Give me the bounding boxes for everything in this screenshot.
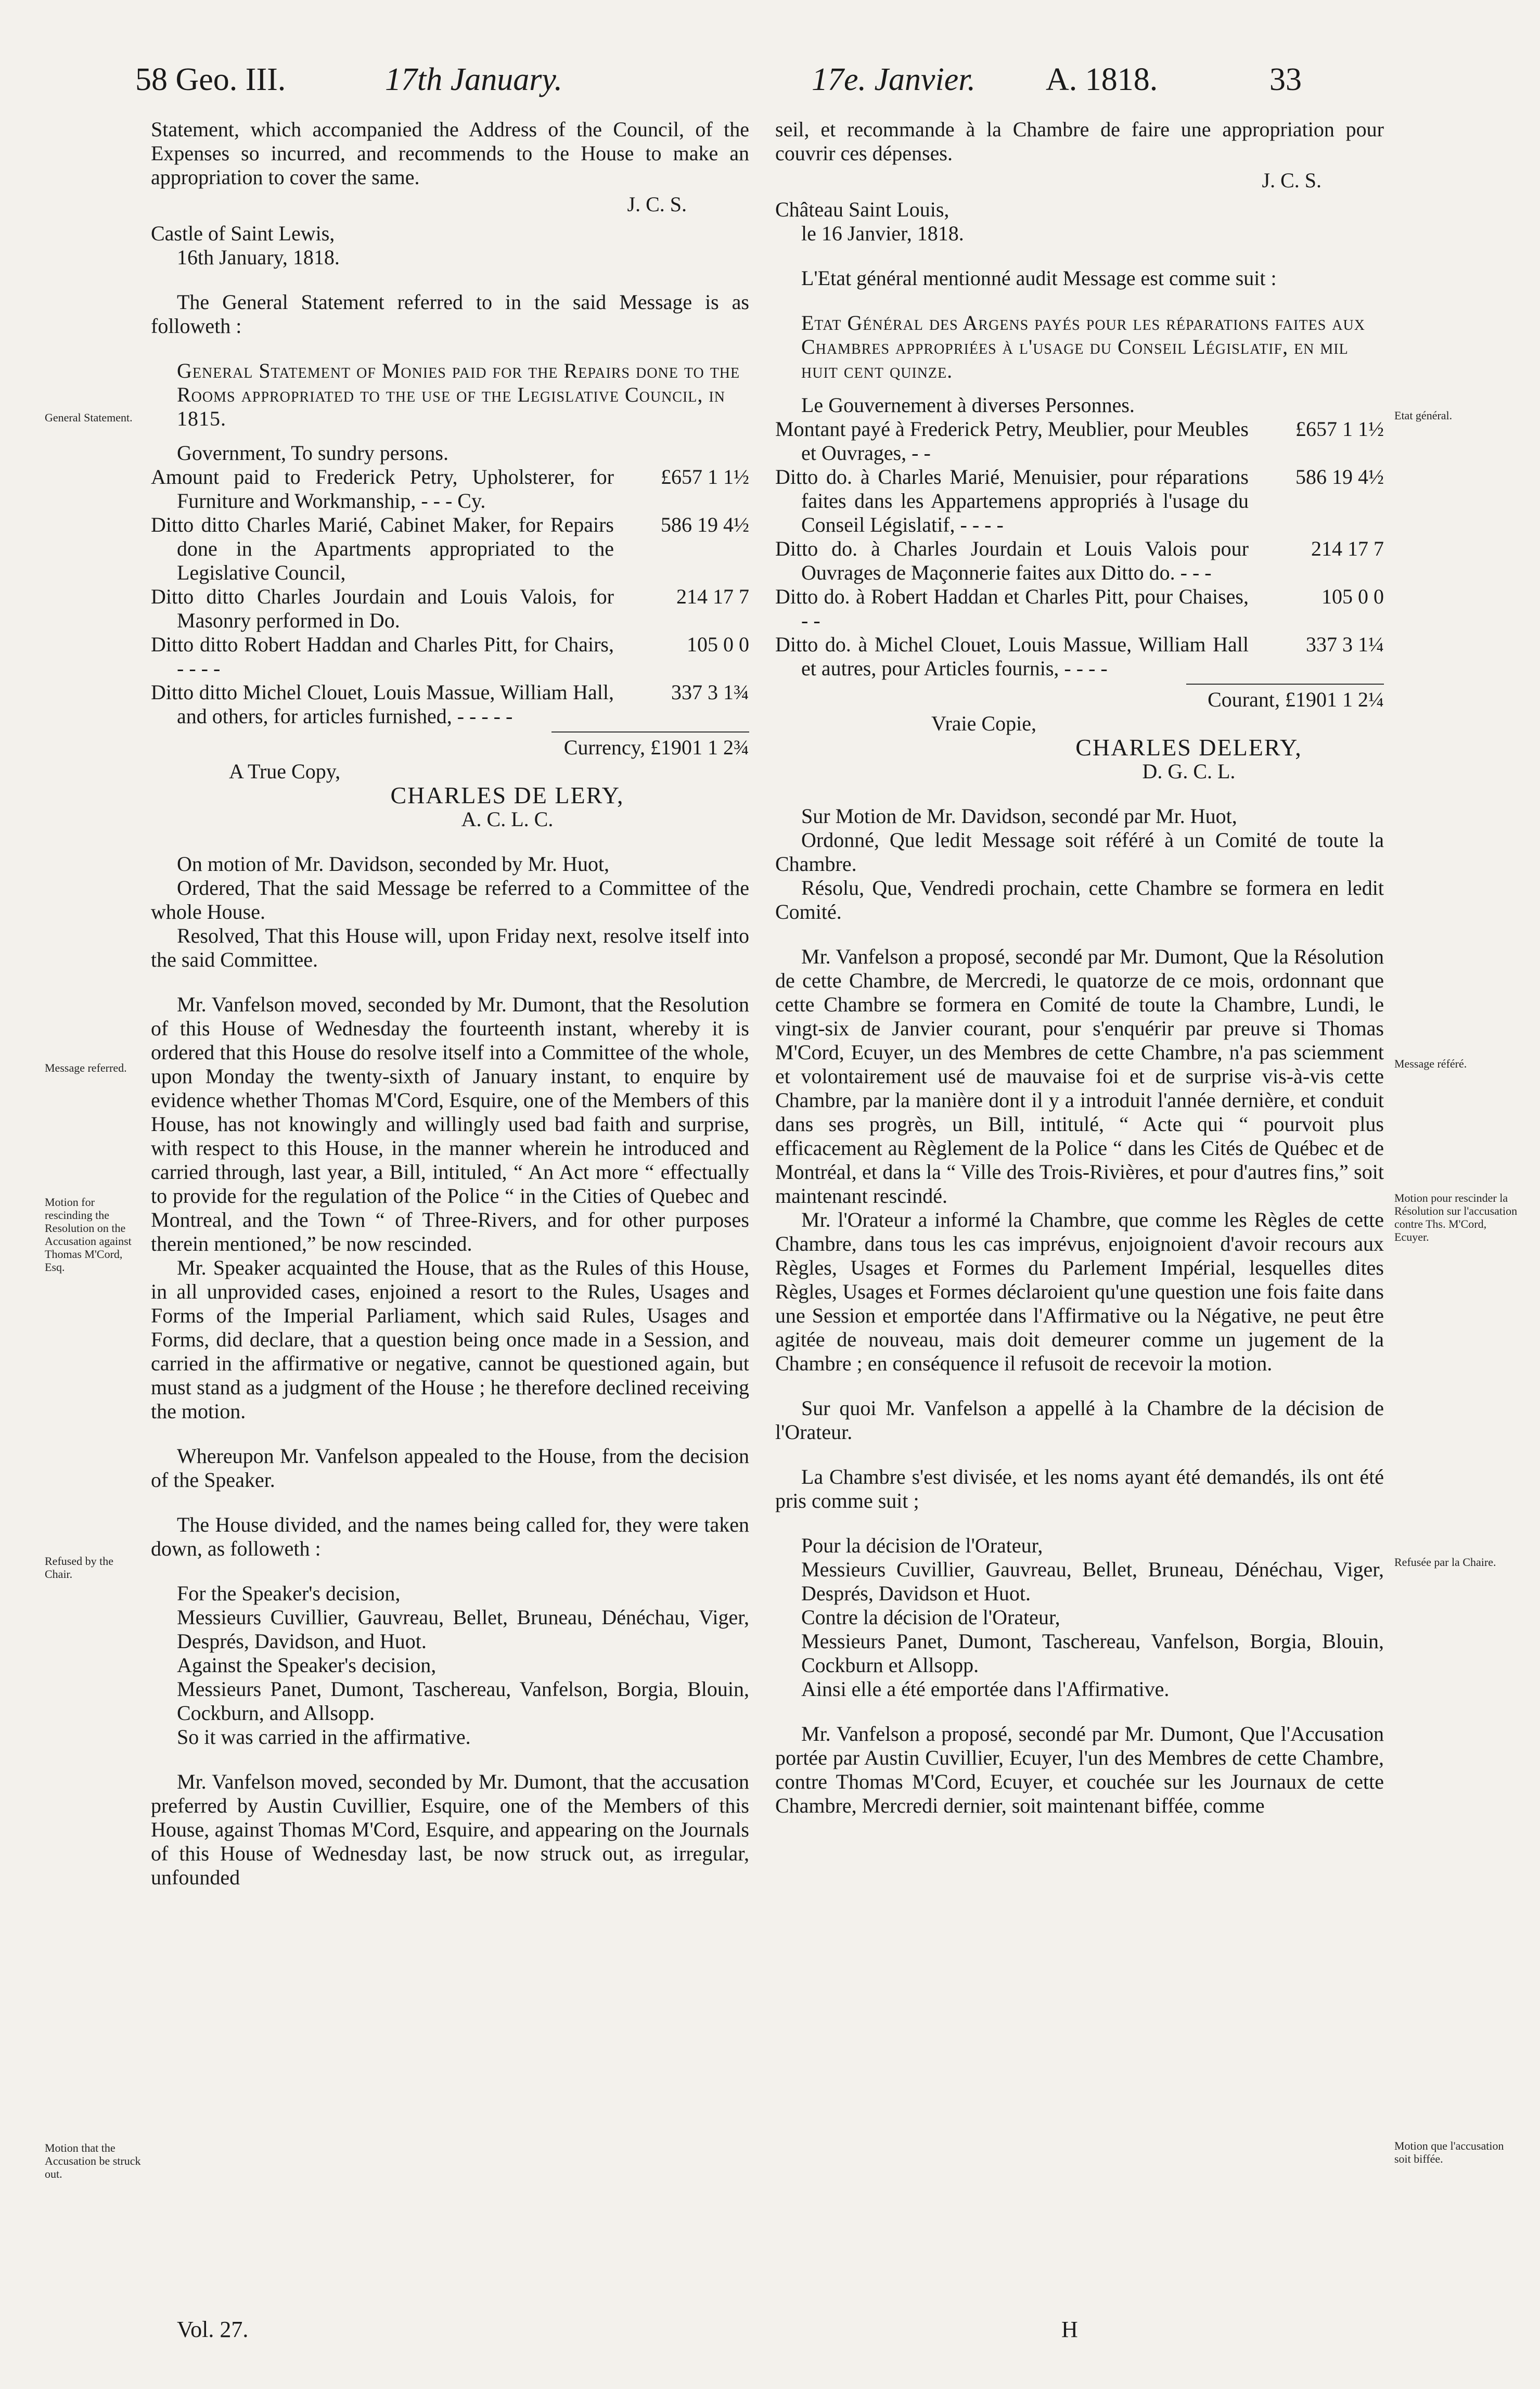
en-for-names: Messieurs Cuvillier, Gauvreau, Bellet, Bruneau, Dénéchau, Viger, Després, Davidson, and Huot. [177, 1605, 749, 1653]
margin-note-message-refere: Message référé. [1394, 1057, 1467, 1070]
page-number: 33 [1269, 62, 1302, 97]
en-account-amount: £657 1 1½ [661, 465, 749, 489]
fr-account-item [775, 633, 1384, 680]
en-account-item [151, 633, 749, 680]
en-date: 16th January, 1818. [177, 246, 340, 269]
en-account-item [151, 585, 749, 633]
en-account-amount: 214 17 7 [676, 585, 749, 608]
en-account-item [151, 465, 749, 513]
fr-against-names: Messieurs Panet, Dumont, Taschereau, Vanfelson, Borgia, Blouin, Cockburn et Allsopp. [801, 1629, 1384, 1677]
french-column [775, 118, 1384, 1818]
footer-signature-mark: H [1061, 2317, 1078, 2342]
fr-speaker-ruling: Mr. l'Orateur a informé la Chambre, que comme les Règles de cette Chambre, dans tous les cas imprévus, enjoignoient d'avoir recours aux Règles, Usages et Formes du Parlement Impérial, lesquelles dites Règles, Usages et Formes déclaroient qu'une question une fois faite dans une Session et emportée dans l'Affirmative ou la Négative, ne peut être agitée de nouveau, mais doit demeurer comme un jugement de la Chambre ; en conséquence il refusoit de recevoir la motion. [775, 1208, 1384, 1375]
en-statement-intro: The General Statement referred to in the said Message is as followeth : [151, 290, 749, 338]
fr-appeal: Sur quoi Mr. Vanfelson a appellé à la Chambre de la décision de l'Orateur. [775, 1396, 1384, 1444]
fr-account-amount: 105 0 0 [1321, 585, 1384, 608]
fr-account-text: Ditto do. à Robert Haddan et Charles Pitt, pour Chaises, - - [775, 585, 1249, 632]
fr-motion-davidson: Sur Motion de Mr. Davidson, secondé par Mr. Huot, [801, 804, 1237, 828]
en-government-line: Government, To sundry persons. [177, 441, 448, 465]
fr-place: Château Saint Louis, [775, 198, 949, 221]
en-against-label: Against the Speaker's decision, [177, 1653, 437, 1677]
fr-account-item [775, 537, 1384, 585]
en-carried: So it was carried in the affirmative. [177, 1725, 471, 1749]
fr-resolved: Résolu, Que, Vendredi prochain, cette Chambre se formera en ledit Comité. [775, 876, 1384, 923]
fr-account-amount: 337 3 1¼ [1306, 633, 1384, 656]
fr-total: Courant, £1901 1 2¼ [1208, 688, 1384, 711]
fr-for-label: Pour la décision de l'Orateur, [801, 1534, 1043, 1557]
header-regnal-year: 58 Geo. III. [135, 62, 286, 97]
en-total: Currency, £1901 1 2¾ [563, 736, 749, 759]
margin-note-message-referred: Message referred. [45, 1061, 127, 1074]
en-statement-paragraph: Statement, which accompanied the Address of the Council, of the Expenses so incurred, and recommends to the House to make an appropriation to cover the same. [151, 118, 749, 189]
en-account-text: Ditto ditto Robert Haddan and Charles Pitt, for Chairs, - - - - [151, 633, 614, 680]
en-against-names: Messieurs Panet, Dumont, Taschereau, Vanfelson, Borgia, Blouin, Cockburn, and Allsopp. [177, 1677, 749, 1725]
en-speaker-ruling: Mr. Speaker acquainted the House, that as the Rules of this House, in all unprovided cases, enjoined a resort to the Rules, Usages and Forms of the Imperial Parliament, which said Rules, Usages and Forms, did declare, that a question being once made in a Session, and carried in the affirmative or negative, cannot be questioned again, but must stand as a judgment of the House ; he therefore declined receiving the motion. [151, 1256, 749, 1423]
en-signer: CHARLES DE LERY, [390, 782, 624, 808]
en-account-text: Ditto ditto Charles Jourdain and Louis Valois, for Masonry performed in Do. [151, 585, 614, 632]
fr-statement-title: Etat Général des Argens payés pour les réparations faites aux Chambres appropriées à l'usage du Conseil Législatif, en mil huit cent quinze. [801, 311, 1365, 382]
fr-account-amount: £657 1 1½ [1295, 417, 1384, 441]
en-account-item [151, 680, 749, 728]
fr-account-list [775, 417, 1384, 680]
en-account-text: Ditto ditto Michel Clouet, Louis Massue, William Hall, and others, for articles furnished, - - - - - [151, 680, 614, 728]
en-account-text: Ditto ditto Charles Marié, Cabinet Maker, for Repairs done in the Apartments appropriated to the Legislative Council, [151, 513, 614, 584]
margin-note-refusee: Refusée par la Chaire. [1394, 1556, 1496, 1569]
en-true-copy: A True Copy, [229, 760, 341, 783]
fr-account-amount: 214 17 7 [1311, 537, 1384, 560]
fr-account-text: Ditto do. à Michel Clouet, Louis Massue, William Hall et autres, pour Articles fournis, - - - - [775, 633, 1249, 680]
header-date-en-text: 17th January. [385, 62, 562, 97]
margin-note-etat-general: Etat général. [1394, 409, 1453, 422]
en-statement-title: General Statement of Monies paid for the Repairs done to the Rooms appropriated to the use of the Legislative Council, in 1815. [177, 359, 740, 430]
en-total-rule [551, 731, 749, 733]
fr-ordered: Ordonné, Que ledit Message soit référé à un Comité de toute la Chambre. [775, 828, 1384, 876]
margin-note-refused: Refused by the Chair. [45, 1555, 113, 1581]
en-for-label: For the Speaker's decision, [177, 1582, 401, 1605]
fr-account-item [775, 465, 1384, 537]
fr-statement-intro: L'Etat général mentionné audit Message est comme suit : [801, 266, 1277, 290]
fr-against-label: Contre la décision de l'Orateur, [801, 1605, 1060, 1629]
fr-for-names: Messieurs Cuvillier, Gauvreau, Bellet, Bruneau, Dénéchau, Viger, Després, Davidson et Huot. [801, 1558, 1384, 1605]
fr-total-rule [1186, 684, 1384, 685]
fr-initials: J. C. S. [1262, 169, 1321, 192]
header-date-fr [812, 61, 976, 98]
en-struck-out-motion: Mr. Vanfelson moved, seconded by Mr. Dumont, that the accusation preferred by Austin Cuvillier, Esquire, one of the Members of this House, against Thomas M'Cord, Esquire, and appearing on the Journals of this House of Wednesday last, be now struck out, as irregular, unfounded [151, 1770, 749, 1889]
en-account-amount: 105 0 0 [687, 633, 749, 656]
en-account-amount: 586 19 4½ [661, 513, 749, 536]
en-resolved: Resolved, That this House will, upon Friday next, resolve itself into the said Committee. [151, 924, 749, 971]
header-year: A. 1818. [1046, 62, 1158, 97]
fr-struck-out-motion: Mr. Vanfelson a proposé, secondé par Mr. Dumont, Que l'Accusation portée par Austin Cuvillier, Ecuyer, l'un des Membres de cette Chambre, contre Thomas M'Cord, Ecuyer, et couchée sur les Journaux de cette Chambre, Mercredi dernier, soit maintenant biffée, comme [775, 1722, 1384, 1817]
fr-account-item [775, 585, 1384, 633]
en-account-amount: 337 3 1¾ [671, 680, 749, 704]
margin-note-motion-rescinder: Motion pour rescinder la Résolution sur l'accusation contre Ths. M'Cord, Ecuyer. [1394, 1191, 1518, 1243]
en-motion-davidson: On motion of Mr. Davidson, seconded by Mr. Huot, [177, 852, 610, 876]
fr-division: La Chambre s'est divisée, et les noms ayant été demandés, ils ont été pris comme suit ; [775, 1465, 1384, 1512]
margin-note-general-statement: General Statement. [45, 411, 133, 424]
footer-volume: Vol. 27. [177, 2317, 249, 2342]
fr-signer: CHARLES DELERY, [1075, 734, 1302, 761]
en-account-item [151, 513, 749, 585]
margin-note-struck-out: Motion that the Accusation be struck out. [45, 2141, 141, 2180]
en-account-list [151, 465, 749, 728]
fr-account-text: Ditto do. à Charles Jourdain et Louis Valois pour Ouvrages de Maçonnerie faites aux Ditto do. - - - [775, 537, 1249, 584]
header-date-fr-text: 17e. Janvier. [812, 62, 976, 97]
fr-statement-paragraph: seil, et recommande à la Chambre de faire une appropriation pour couvrir ces dépenses. [775, 118, 1384, 165]
margin-note-motion-rescind: Motion for rescinding the Resolution on the Accusation against Thomas M'Cord, Esq. [45, 1196, 132, 1274]
fr-vanfelson-motion: Mr. Vanfelson a proposé, secondé par Mr. Dumont, Que la Résolution de cette Chambre, de Mercredi, le quatorze de ce mois, ordonnant que cette Chambre se formera en Comité de toute la Chambre, Lundi, le vingt-six de Janvier courant, pour s'enquérir par preuve si Thomas M'Cord, Ecuyer, un des Membres de cette Chambre, n'a pas sciemment et volontairement usé de mauvaise foi et de surprise vis-à-vis cette Chambre, par la manière dont il y a introduit l'année dernière, et conduit dans ses progrès, un Bill, intitulé, “ Acte qui “ pourvoit plus efficacement au Règlement de la Police “ dans les Cités de Québec et de Montréal, et dans la “ Ville des Trois-Rivières, et pour d'autres fins,” soit maintenant rescindé. [775, 945, 1384, 1208]
fr-date: le 16 Janvier, 1818. [801, 222, 964, 245]
fr-account-amount: 586 19 4½ [1295, 465, 1384, 489]
fr-account-text: Montant payé à Frederick Petry, Meublier, pour Meubles et Ouvrages, - - [775, 417, 1249, 465]
fr-carried: Ainsi elle a été emportée dans l'Affirmative. [801, 1677, 1170, 1701]
header-date-en [385, 61, 562, 98]
en-vanfelson-motion: Mr. Vanfelson moved, seconded by Mr. Dumont, that the Resolution of this House of Wednesday the fourteenth instant, whereby it is ordered that this House do resolve itself into a Committee of the whole, upon Monday the twenty-sixth of January instant, to enquire by evidence whether Thomas M'Cord, Esquire, one of the Members of this House, has not knowingly and willingly used bad faith and surprise, with respect to this House, in the manner wherein he introduced and carried through, last year, a Bill, intituled, “ An Act more “ effectually to provide for the regulation of the Police “ in the Cities of Quebec and Montreal, and the Town “ of Three-Rivers, and for other purposes therein mentioned,” be now rescinded. [151, 993, 749, 1255]
fr-account-text: Ditto do. à Charles Marié, Menuisier, pour réparations faites dans les Appartemens appropriés à l'usage du Conseil Législatif, - - - - [775, 465, 1249, 536]
en-place: Castle of Saint Lewis, [151, 222, 335, 245]
fr-signer-title: D. G. C. L. [1142, 760, 1236, 783]
en-ordered: Ordered, That the said Message be referred to a Committee of the whole House. [151, 876, 749, 923]
english-column [151, 118, 749, 1890]
en-account-text: Amount paid to Frederick Petry, Upholsterer, for Furniture and Workmanship, - - - Cy. [151, 465, 614, 512]
margin-note-biffee: Motion que l'accusation soit biffée. [1394, 2139, 1504, 2165]
fr-government-line: Le Gouvernement à diverses Personnes. [801, 393, 1135, 417]
en-division: The House divided, and the names being called for, they were taken down, as followeth : [151, 1513, 749, 1560]
fr-true-copy: Vraie Copie, [931, 712, 1036, 735]
fr-account-item [775, 417, 1384, 465]
en-initials: J. C. S. [627, 192, 687, 216]
en-signer-title: A. C. L. C. [461, 807, 554, 831]
en-appeal: Whereupon Mr. Vanfelson appealed to the House, from the decision of the Speaker. [151, 1444, 749, 1492]
